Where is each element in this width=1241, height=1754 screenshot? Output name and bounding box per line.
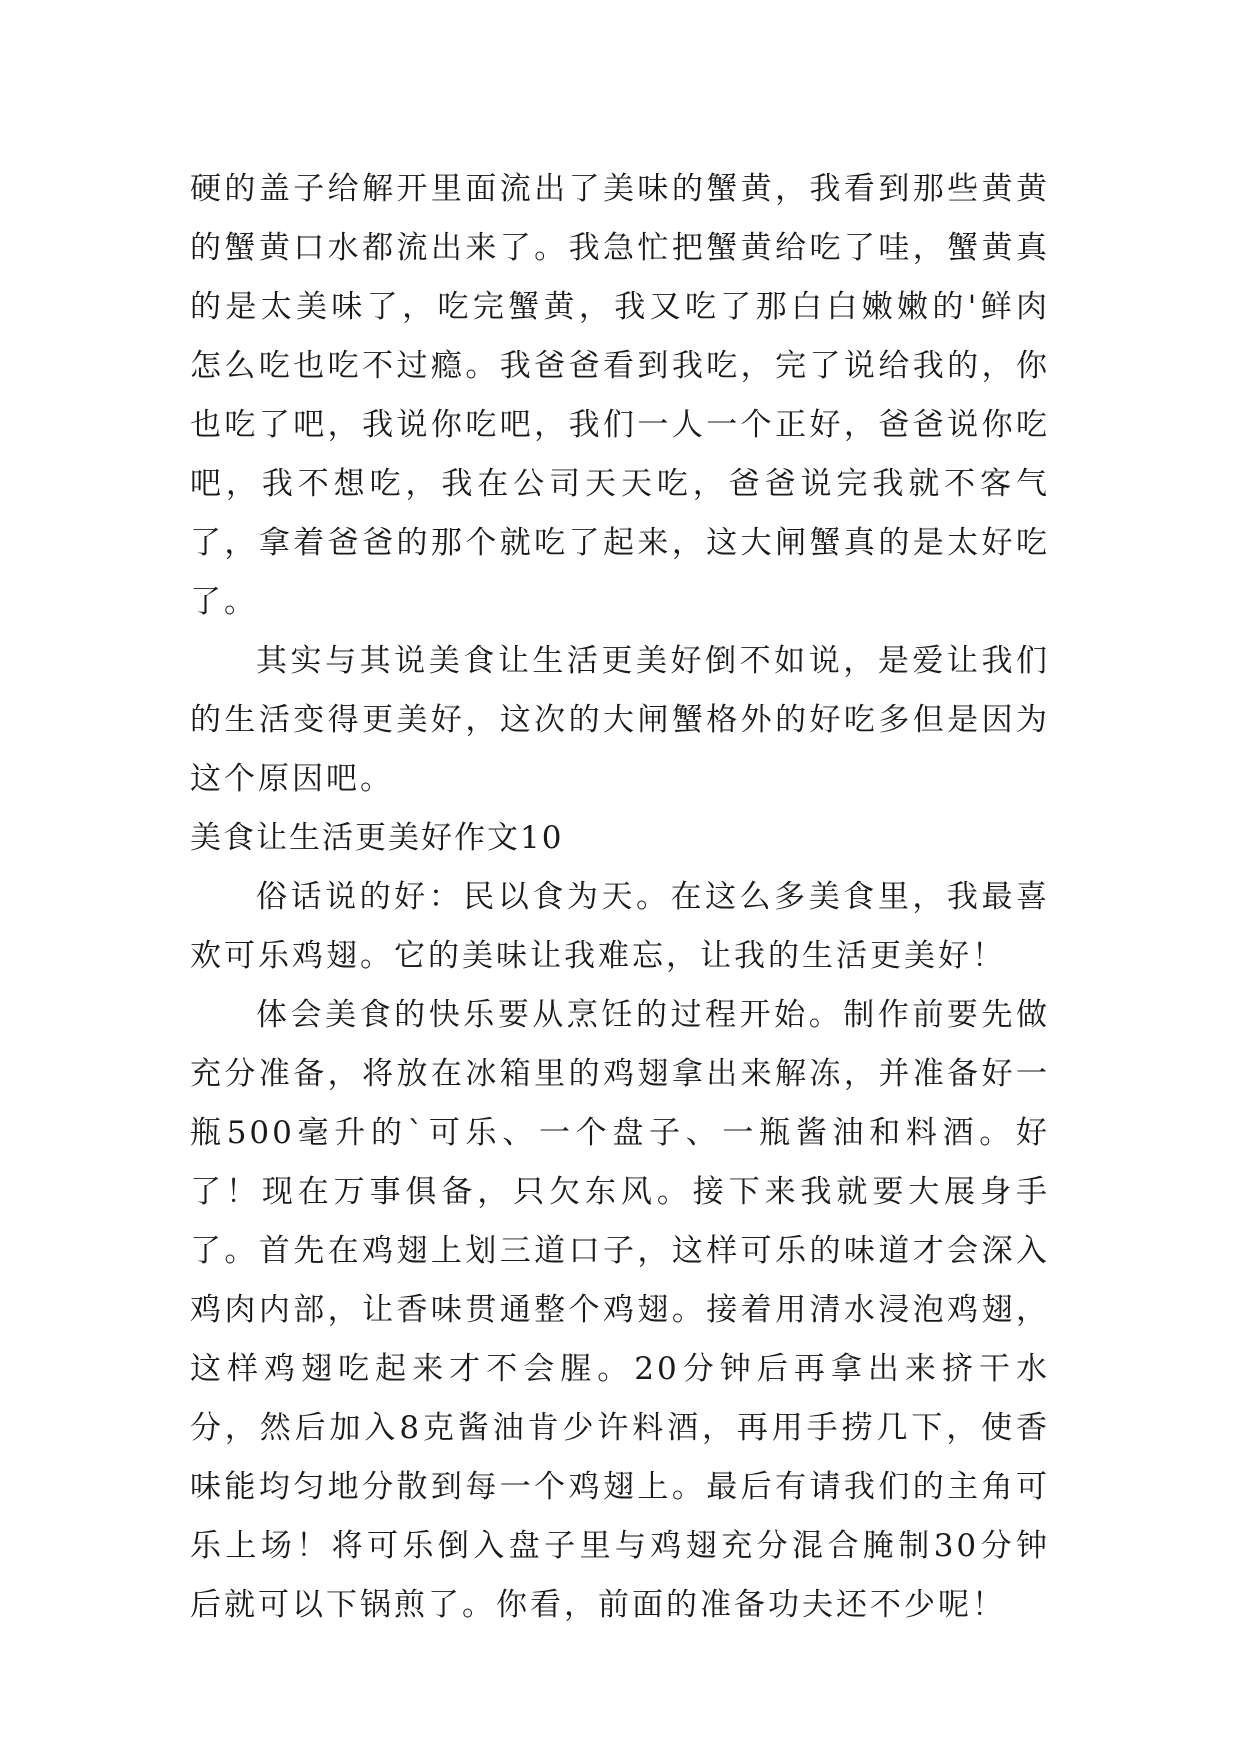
essay-heading: 美食让生活更美好作文10 (190, 820, 564, 856)
paragraph-crab-story: 硬的盖子给解开里面流出了美味的蟹黄，我看到那些黄黄的蟹黄口水都流出来了。我急忙把蟹黄给吃了哇，蟹黄真的是太美味了，吃完蟹黄，我又吃了那白白嫩嫩的'鲜肉怎么吃也吃不过瘾。我爸爸看到我吃，完了说给我的，你也吃了吧，我说你吃吧，我们一人一个正好，爸爸说你吃吧，我不想吃，我在公司天天吃，爸爸说完我就不客气了，拿着爸爸的那个就吃了起来，这大闸蟹真的是太好吃了。 (190, 171, 1050, 620)
paragraph-cooking-process: 体会美食的快乐要从烹饪的过程开始。制作前要先做充分准备，将放在冰箱里的鸡翅拿出来解冻，并准备好一瓶500毫升的`可乐、一个盘子、一瓶酱油和料酒。好了！现在万事俱备，只欠东风。接下来我就要大展身手了。首先在鸡翅上划三道口子，这样可乐的味道才会深入鸡肉内部，让香味贯通整个鸡翅。接着用清水浸泡鸡翅，这样鸡翅吃起来才不会腥。20分钟后再拿出来挤干水分，然后加入8克酱油肯少许料酒，再用手捞几下，使香味能均匀地分散到每一个鸡翅上。最后有请我们的主角可乐上场！将可乐倒入盘子里与鸡翅充分混合腌制30分钟后就可以下锅煎了。你看，前面的准备功夫还不少呢！ (190, 997, 1050, 1623)
paragraph-intro: 俗话说的好：民以食为天。在这么多美食里，我最喜欢可乐鸡翅。它的美味让我难忘，让我的生活更美好！ (190, 879, 1050, 974)
document-body (190, 160, 1050, 1635)
paragraph-conclusion: 其实与其说美食让生活更美好倒不如说，是爱让我们的生活变得更美好，这次的大闸蟹格外的好吃多但是因为这个原因吧。 (190, 643, 1050, 797)
